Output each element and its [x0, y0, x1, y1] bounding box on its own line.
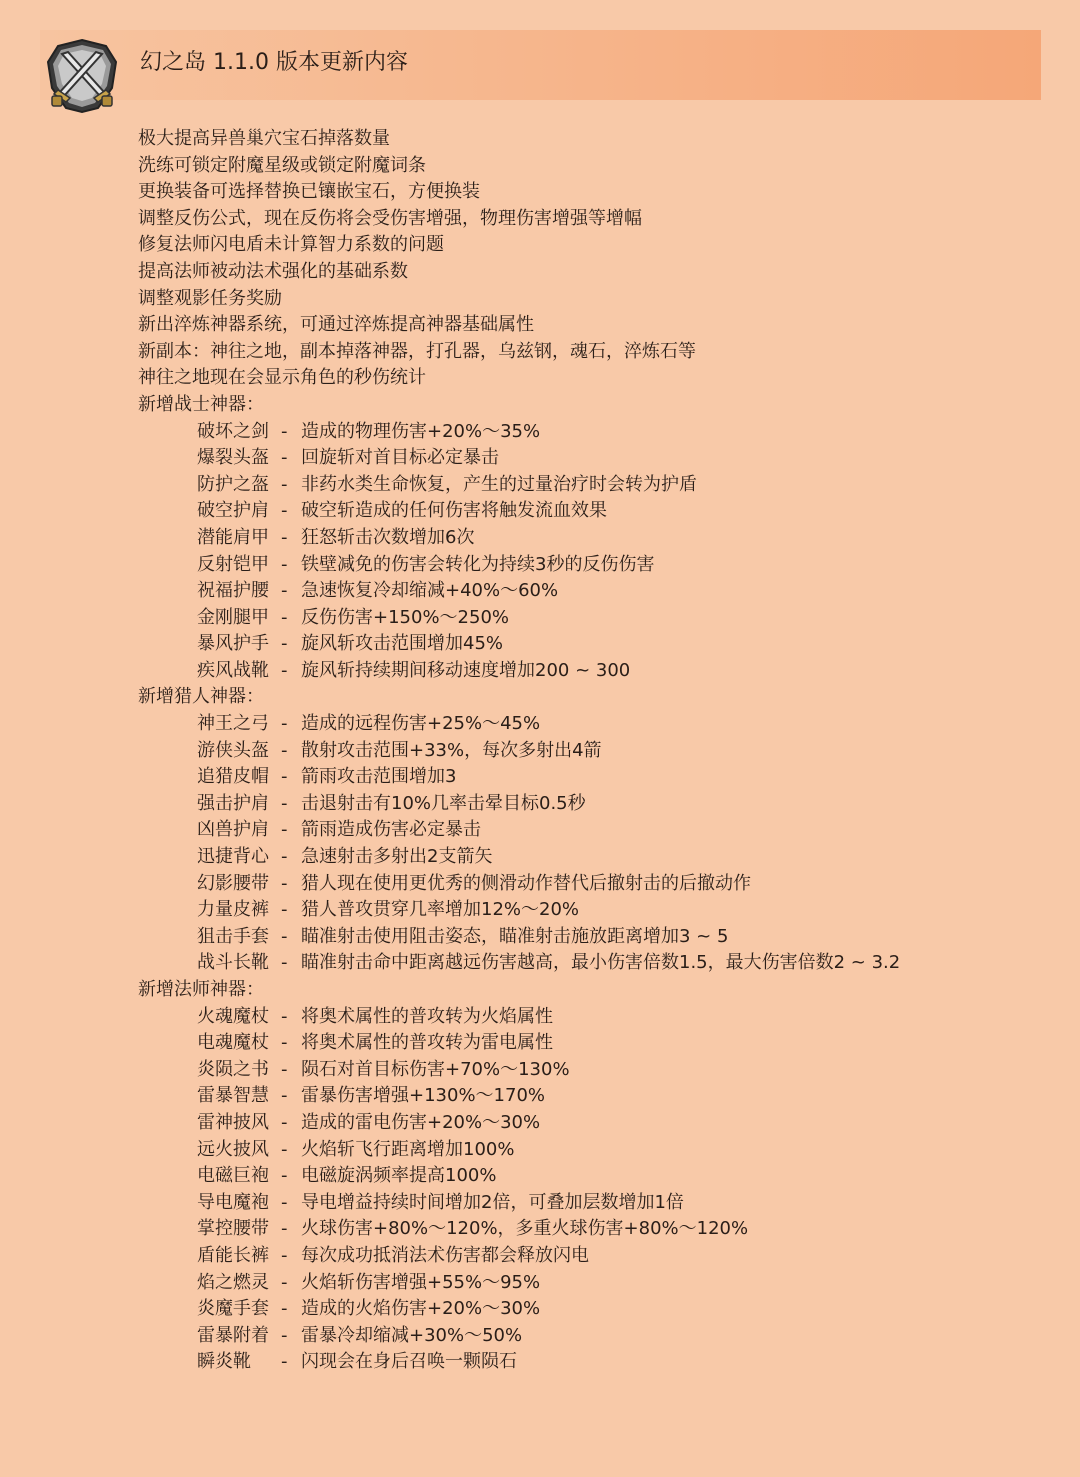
artifact-effect: 回旋斩对首目标必定暴击	[301, 447, 499, 469]
artifact-name: 电磁巨袍	[197, 1165, 269, 1187]
artifact-item	[138, 1190, 1038, 1217]
note-line: 洗练可锁定附魔星级或锁定附魔词条	[138, 154, 426, 176]
separator-dash: -	[281, 420, 288, 442]
artifact-name: 强击护肩	[197, 792, 269, 814]
artifact-name: 瞬炎靴	[197, 1351, 251, 1373]
separator-dash: -	[281, 1111, 288, 1133]
artifact-name: 炎魔手套	[197, 1298, 269, 1320]
artifact-name: 凶兽护肩	[197, 819, 269, 841]
note-line: 更换装备可选择替换已镶嵌宝石，方便换装	[138, 181, 480, 203]
artifact-effect: 击退射击有10%几率击晕目标0.5秒	[301, 792, 586, 814]
artifact-effect: 造成的远程伤害+25%～45%	[301, 713, 541, 735]
artifact-effect: 雷暴冷却缩减+30%～50%	[301, 1324, 523, 1346]
artifact-item	[138, 711, 1038, 738]
artifact-item	[138, 1296, 1038, 1323]
artifact-item	[138, 924, 1038, 951]
artifact-item	[138, 445, 1038, 472]
separator-dash: -	[281, 1032, 288, 1054]
separator-dash: -	[281, 659, 288, 681]
artifact-item	[138, 1270, 1038, 1297]
separator-dash: -	[281, 1165, 288, 1187]
artifact-effect: 反伤伤害+150%～250%	[301, 606, 510, 628]
note-line: 神往之地现在会显示角色的秒伤统计	[138, 367, 426, 389]
separator-dash: -	[281, 1058, 288, 1080]
artifact-item	[138, 764, 1038, 791]
artifact-name: 炎陨之书	[197, 1058, 269, 1080]
artifact-effect: 狂怒斩击次数增加6次	[301, 526, 475, 548]
artifact-name: 战斗长靴	[197, 952, 269, 974]
separator-dash: -	[281, 1271, 288, 1293]
section-heading: 新增战士神器：	[138, 393, 264, 415]
artifact-effect: 非药水类生命恢复，产生的过量治疗时会转为护盾	[301, 473, 697, 495]
page-title: 幻之岛 1.1.0 版本更新内容	[140, 50, 408, 75]
separator-dash: -	[281, 1298, 288, 1320]
artifact-effect: 每次成功抵消法术伤害都会释放闪电	[301, 1244, 589, 1266]
artifact-item	[138, 1349, 1038, 1376]
artifact-name: 祝福护腰	[197, 580, 269, 602]
artifact-effect: 猎人现在使用更优秀的侧滑动作替代后撤射击的后撤动作	[301, 872, 751, 894]
artifact-effect: 将奥术属性的普攻转为火焰属性	[301, 1005, 553, 1027]
artifact-name: 迅捷背心	[197, 846, 269, 868]
artifact-item	[138, 1004, 1038, 1031]
separator-dash: -	[281, 553, 288, 575]
artifact-item	[138, 472, 1038, 499]
artifact-item	[138, 791, 1038, 818]
artifact-item	[138, 844, 1038, 871]
artifact-name: 火魂魔杖	[197, 1005, 269, 1027]
separator-dash: -	[281, 846, 288, 868]
artifact-effect: 猎人普攻贯穿几率增加12%～20%	[301, 899, 580, 921]
artifact-effect: 散射攻击范围+33%，每次多射出4箭	[301, 739, 602, 761]
section-heading: 新增猎人神器：	[138, 686, 264, 708]
artifact-name: 远火披风	[197, 1138, 269, 1160]
artifact-name: 潜能肩甲	[197, 526, 269, 548]
separator-dash: -	[281, 1324, 288, 1346]
artifact-name: 雷暴智慧	[197, 1085, 269, 1107]
artifact-name: 防护之盔	[197, 473, 269, 495]
artifact-effect: 造成的物理伤害+20%～35%	[301, 420, 541, 442]
artifact-effect: 闪现会在身后召唤一颗陨石	[301, 1351, 517, 1373]
artifact-effect: 火焰斩伤害增强+55%～95%	[301, 1271, 541, 1293]
artifact-name: 破空护肩	[197, 500, 269, 522]
artifact-name: 神王之弓	[197, 713, 269, 735]
artifact-effect: 急速恢复冷却缩减+40%～60%	[301, 580, 559, 602]
artifact-item	[138, 1243, 1038, 1270]
note-line: 极大提高异兽巢穴宝石掉落数量	[138, 128, 390, 149]
artifact-name: 追猎皮帽	[197, 766, 269, 788]
separator-dash: -	[281, 1138, 288, 1160]
artifact-name: 反射铠甲	[197, 553, 269, 575]
patch-notes-list	[138, 126, 1038, 1376]
artifact-item	[138, 738, 1038, 765]
artifact-effect: 瞄准射击命中距离越远伤害越高，最小伤害倍数1.5，最大伤害倍数2 ~ 3.2	[301, 952, 901, 974]
artifact-effect: 瞄准射击使用阻击姿态，瞄准射击施放距离增加3 ~ 5	[301, 925, 729, 947]
artifact-name: 雷暴附着	[197, 1324, 269, 1346]
artifact-effect: 急速射击多射出2支箭矢	[301, 846, 493, 868]
artifact-name: 焰之燃灵	[197, 1271, 269, 1293]
separator-dash: -	[281, 447, 288, 469]
separator-dash: -	[281, 1351, 288, 1373]
artifact-item	[138, 1110, 1038, 1137]
artifact-item	[138, 950, 1038, 977]
artifact-name: 幻影腰带	[197, 872, 269, 894]
artifact-effect: 造成的雷电伤害+20%～30%	[301, 1111, 541, 1133]
artifact-effect: 导电增益持续时间增加2倍，可叠加层数增加1倍	[301, 1191, 684, 1213]
artifact-item	[138, 1216, 1038, 1243]
artifact-name: 力量皮裤	[197, 899, 269, 921]
separator-dash: -	[281, 1244, 288, 1266]
artifact-item	[138, 498, 1038, 525]
artifact-effect: 将奥术属性的普攻转为雷电属性	[301, 1032, 553, 1054]
separator-dash: -	[281, 633, 288, 655]
artifact-item	[138, 871, 1038, 898]
artifact-effect: 电磁旋涡频率提高100%	[301, 1165, 497, 1187]
separator-dash: -	[281, 500, 288, 522]
artifact-name: 盾能长裤	[197, 1244, 269, 1266]
artifact-item	[138, 631, 1038, 658]
artifact-item	[138, 1137, 1038, 1164]
artifact-item	[138, 1030, 1038, 1057]
artifact-name: 疾风战靴	[197, 659, 269, 681]
artifact-item	[138, 578, 1038, 605]
artifact-item	[138, 817, 1038, 844]
separator-dash: -	[281, 580, 288, 602]
artifact-item	[138, 897, 1038, 924]
separator-dash: -	[281, 713, 288, 735]
artifact-name: 雷神披风	[197, 1111, 269, 1133]
artifact-item	[138, 605, 1038, 632]
section-heading: 新增法师神器：	[138, 979, 264, 1000]
artifact-effect: 旋风斩持续期间移动速度增加200 ~ 300	[301, 659, 631, 681]
note-line: 新副本：神往之地，副本掉落神器，打孔器，乌兹钢，魂石，淬炼石等	[138, 340, 696, 362]
artifact-item	[138, 1083, 1038, 1110]
note-line: 提高法师被动法术强化的基础系数	[138, 260, 408, 282]
artifact-effect: 箭雨造成伤害必定暴击	[301, 819, 481, 841]
artifact-effect: 雷暴伤害增强+130%～170%	[301, 1085, 546, 1107]
separator-dash: -	[281, 1085, 288, 1107]
separator-dash: -	[281, 606, 288, 628]
artifact-name: 导电魔袍	[197, 1191, 269, 1213]
artifact-effect: 箭雨攻击范围增加3	[301, 766, 457, 788]
separator-dash: -	[281, 526, 288, 548]
separator-dash: -	[281, 952, 288, 974]
artifact-item	[138, 525, 1038, 552]
artifact-effect: 破空斩造成的任何伤害将触发流血效果	[301, 500, 607, 522]
artifact-name: 游侠头盔	[197, 739, 269, 761]
artifact-item	[138, 552, 1038, 579]
separator-dash: -	[281, 899, 288, 921]
artifact-effect: 造成的火焰伤害+20%～30%	[301, 1298, 541, 1320]
note-line: 修复法师闪电盾未计算智力系数的问题	[138, 234, 444, 256]
artifact-name: 金刚腿甲	[197, 606, 269, 628]
separator-dash: -	[281, 473, 288, 495]
artifact-effect: 火球伤害+80%～120%，多重火球伤害+80%～120%	[301, 1218, 749, 1240]
artifact-item	[138, 1057, 1038, 1084]
artifact-effect: 火焰斩飞行距离增加100%	[301, 1138, 515, 1160]
artifact-item	[138, 1323, 1038, 1350]
separator-dash: -	[281, 792, 288, 814]
note-line: 新出淬炼神器系统，可通过淬炼提高神器基础属性	[138, 314, 534, 336]
separator-dash: -	[281, 872, 288, 894]
artifact-effect: 陨石对首目标伤害+70%～130%	[301, 1058, 570, 1080]
artifact-item	[138, 419, 1038, 446]
separator-dash: -	[281, 1191, 288, 1213]
artifact-name: 掌控腰带	[197, 1218, 269, 1240]
separator-dash: -	[281, 739, 288, 761]
crossed-swords-shield-icon	[44, 38, 120, 114]
note-line: 调整观影任务奖励	[138, 287, 282, 309]
artifact-item	[138, 1163, 1038, 1190]
artifact-name: 爆裂头盔	[197, 447, 269, 469]
separator-dash: -	[281, 1005, 288, 1027]
artifact-effect: 旋风斩攻击范围增加45%	[301, 633, 504, 655]
artifact-item	[138, 658, 1038, 685]
separator-dash: -	[281, 925, 288, 947]
separator-dash: -	[281, 819, 288, 841]
separator-dash: -	[281, 766, 288, 788]
artifact-name: 电魂魔杖	[197, 1032, 269, 1054]
separator-dash: -	[281, 1218, 288, 1240]
artifact-effect: 铁壁减免的伤害会转化为持续3秒的反伤伤害	[301, 553, 655, 575]
note-line: 调整反伤公式，现在反伤将会受伤害增强，物理伤害增强等增幅	[138, 207, 642, 229]
artifact-name: 狙击手套	[197, 925, 269, 947]
artifact-name: 暴风护手	[197, 633, 269, 655]
artifact-name: 破坏之剑	[197, 420, 269, 442]
